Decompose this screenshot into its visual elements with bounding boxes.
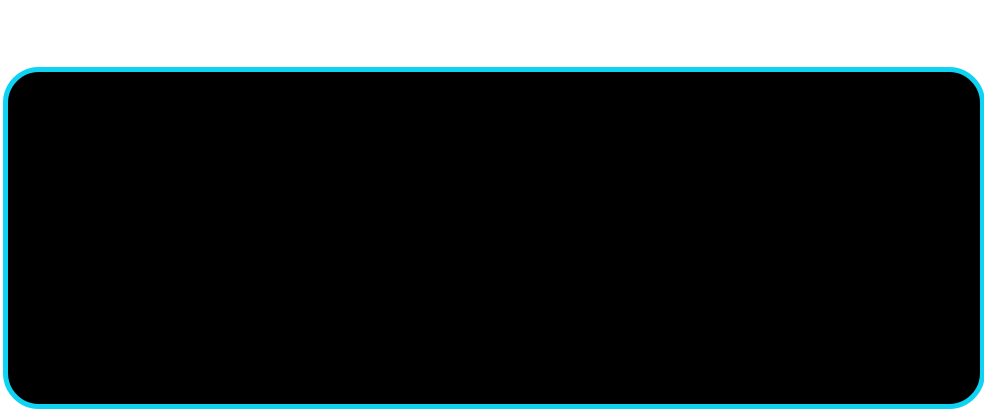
display-panel [3,67,984,409]
